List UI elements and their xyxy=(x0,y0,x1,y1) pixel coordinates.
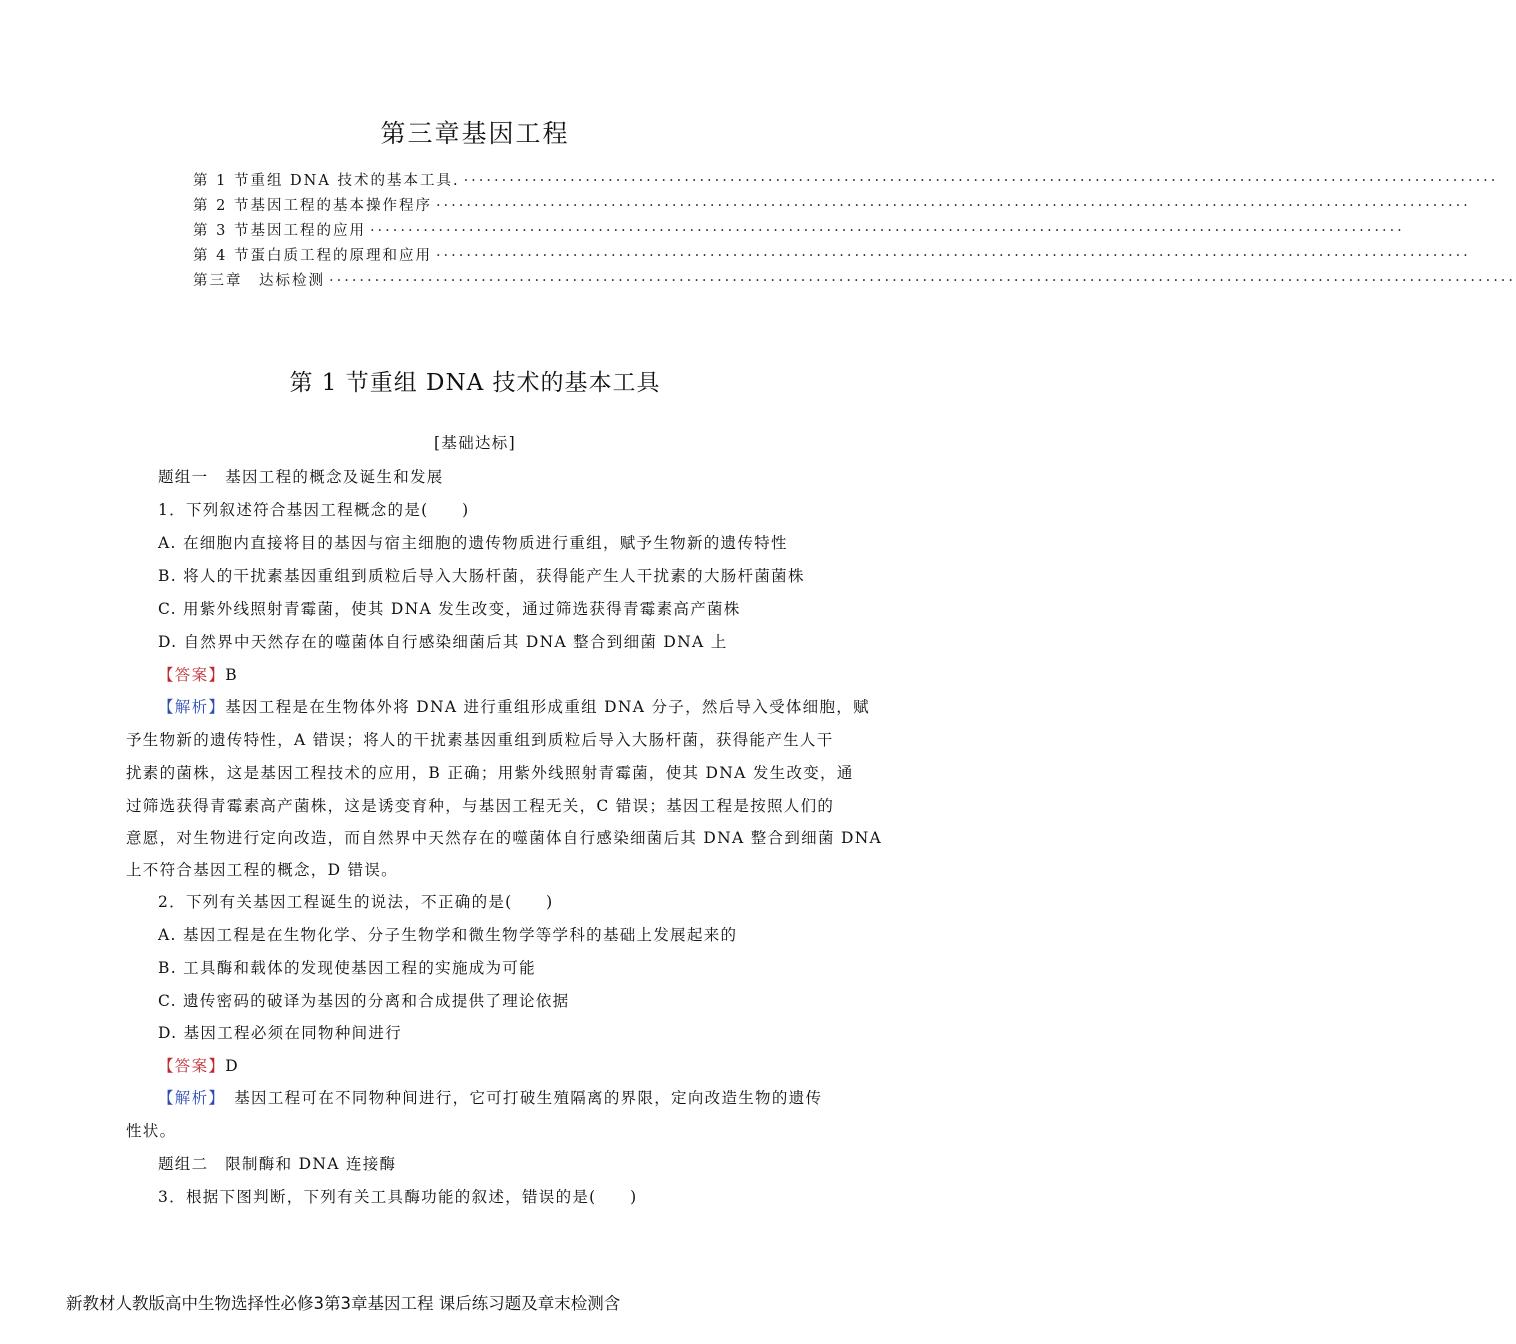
group-heading: 题组二 限制酶和 DNA 连接酶 xyxy=(158,1155,397,1173)
analysis-tag: 【解析】 xyxy=(158,1089,218,1107)
toc-leader: ........................................................................................................................................ xyxy=(435,244,1471,260)
toc-leader: ........................................................................................................................................ xyxy=(435,194,1471,210)
group-heading: 题组一 基因工程的概念及诞生和发展 xyxy=(158,468,444,486)
analysis-text: 基因工程是在生物体外将 DNA 进行重组形成重组 DNA 分子，然后导入受体细胞，赋 xyxy=(225,698,870,716)
toc-label: 第 2 节基因工程的基本操作程序 xyxy=(193,198,432,214)
toc-leader: ............................................................................................................................................................ xyxy=(329,269,1516,285)
analysis-line xyxy=(158,1086,822,1108)
question-stem: 3．根据下图判断，下列有关工具酶功能的叙述，错误的是( ) xyxy=(158,1188,638,1206)
analysis-line: 过筛选获得青霉素高产菌株，这是诱变育种，与基因工程无关，C 错误；基因工程是按照人们的 xyxy=(126,797,835,815)
analysis-tag: 【解析】 xyxy=(158,698,226,716)
answer-value: B xyxy=(225,666,238,684)
analysis-line: 上不符合基因工程的概念，D 错误。 xyxy=(126,861,398,879)
toc-label: 第 3 节基因工程的应用 xyxy=(193,223,366,239)
toc-item[interactable] xyxy=(193,244,1471,265)
answer-tag: 【答案】 xyxy=(158,1057,226,1075)
toc-label: 第 1 节重组 DNA 技术的基本工具. xyxy=(193,173,460,189)
subsection-heading: [基础达标] xyxy=(434,434,516,452)
analysis-line: 扰素的菌株，这是基因工程技术的应用，B 正确；用紫外线照射青霉菌，使其 DNA 发生改变，通 xyxy=(126,764,854,782)
toc-item[interactable] xyxy=(193,269,1516,290)
toc-leader: ........................................................................................................................................ xyxy=(463,169,1499,185)
option-c: C. 遗传密码的破译为基因的分离和合成提供了理论依据 xyxy=(158,992,570,1010)
toc-label: 第 4 节蛋白质工程的原理和应用 xyxy=(193,248,432,264)
answer-line xyxy=(158,1054,239,1076)
chapter-title: 第三章基因工程 xyxy=(380,119,570,148)
option-a: A. 在细胞内直接将目的基因与宿主细胞的遗传物质进行重组，赋予生物新的遗传特性 xyxy=(158,534,788,552)
analysis-text: 基因工程可在不同物种间进行，它可打破生殖隔离的界限，定向改造生物的遗传 xyxy=(217,1089,823,1107)
toc-item[interactable] xyxy=(193,169,1499,190)
option-c: C. 用紫外线照射青霉菌，使其 DNA 发生改变，通过筛选获得青霉素高产菌株 xyxy=(158,600,741,618)
analysis-line: 性状。 xyxy=(126,1122,177,1140)
toc-label: 第三章 达标检测 xyxy=(193,273,325,289)
analysis-line: 予生物新的遗传特性，A 错误；将人的干扰素基因重组到质粒后导入大肠杆菌，获得能产生人干 xyxy=(126,731,834,749)
answer-value: D xyxy=(225,1057,239,1075)
section-title: 第 1 节重组 DNA 技术的基本工具 xyxy=(289,370,661,396)
option-b: B. 工具酶和载体的发现使基因工程的实施成为可能 xyxy=(158,959,536,977)
option-a: A. 基因工程是在生物化学、分子生物学和微生物学等学科的基础上发展起来的 xyxy=(158,926,738,944)
analysis-line xyxy=(158,695,870,717)
option-d: D. 自然界中天然存在的噬菌体自行感染细菌后其 DNA 整合到细菌 DNA 上 xyxy=(158,633,728,651)
toc-item[interactable] xyxy=(193,194,1471,215)
footer-caption: 新教材人教版高中生物选择性必修3第3章基因工程 课后练习题及章末检测含 xyxy=(66,1294,621,1313)
option-d: D. 基因工程必须在同物种间进行 xyxy=(158,1024,403,1042)
question-stem: 2．下列有关基因工程诞生的说法，不正确的是( ) xyxy=(158,893,554,911)
toc-item[interactable] xyxy=(193,219,1405,240)
option-b: B. 将人的干扰素基因重组到质粒后导入大肠杆菌，获得能产生人干扰素的大肠杆菌菌株 xyxy=(158,567,805,585)
toc-leader: ........................................................................................................................................ xyxy=(369,219,1405,235)
answer-tag: 【答案】 xyxy=(158,666,226,684)
question-stem: 1．下列叙述符合基因工程概念的是( ) xyxy=(158,501,470,519)
answer-line xyxy=(158,663,238,685)
analysis-line: 意愿，对生物进行定向改造，而自然界中天然存在的噬菌体自行感染细菌后其 DNA 整合到细菌 DNA xyxy=(126,829,883,847)
